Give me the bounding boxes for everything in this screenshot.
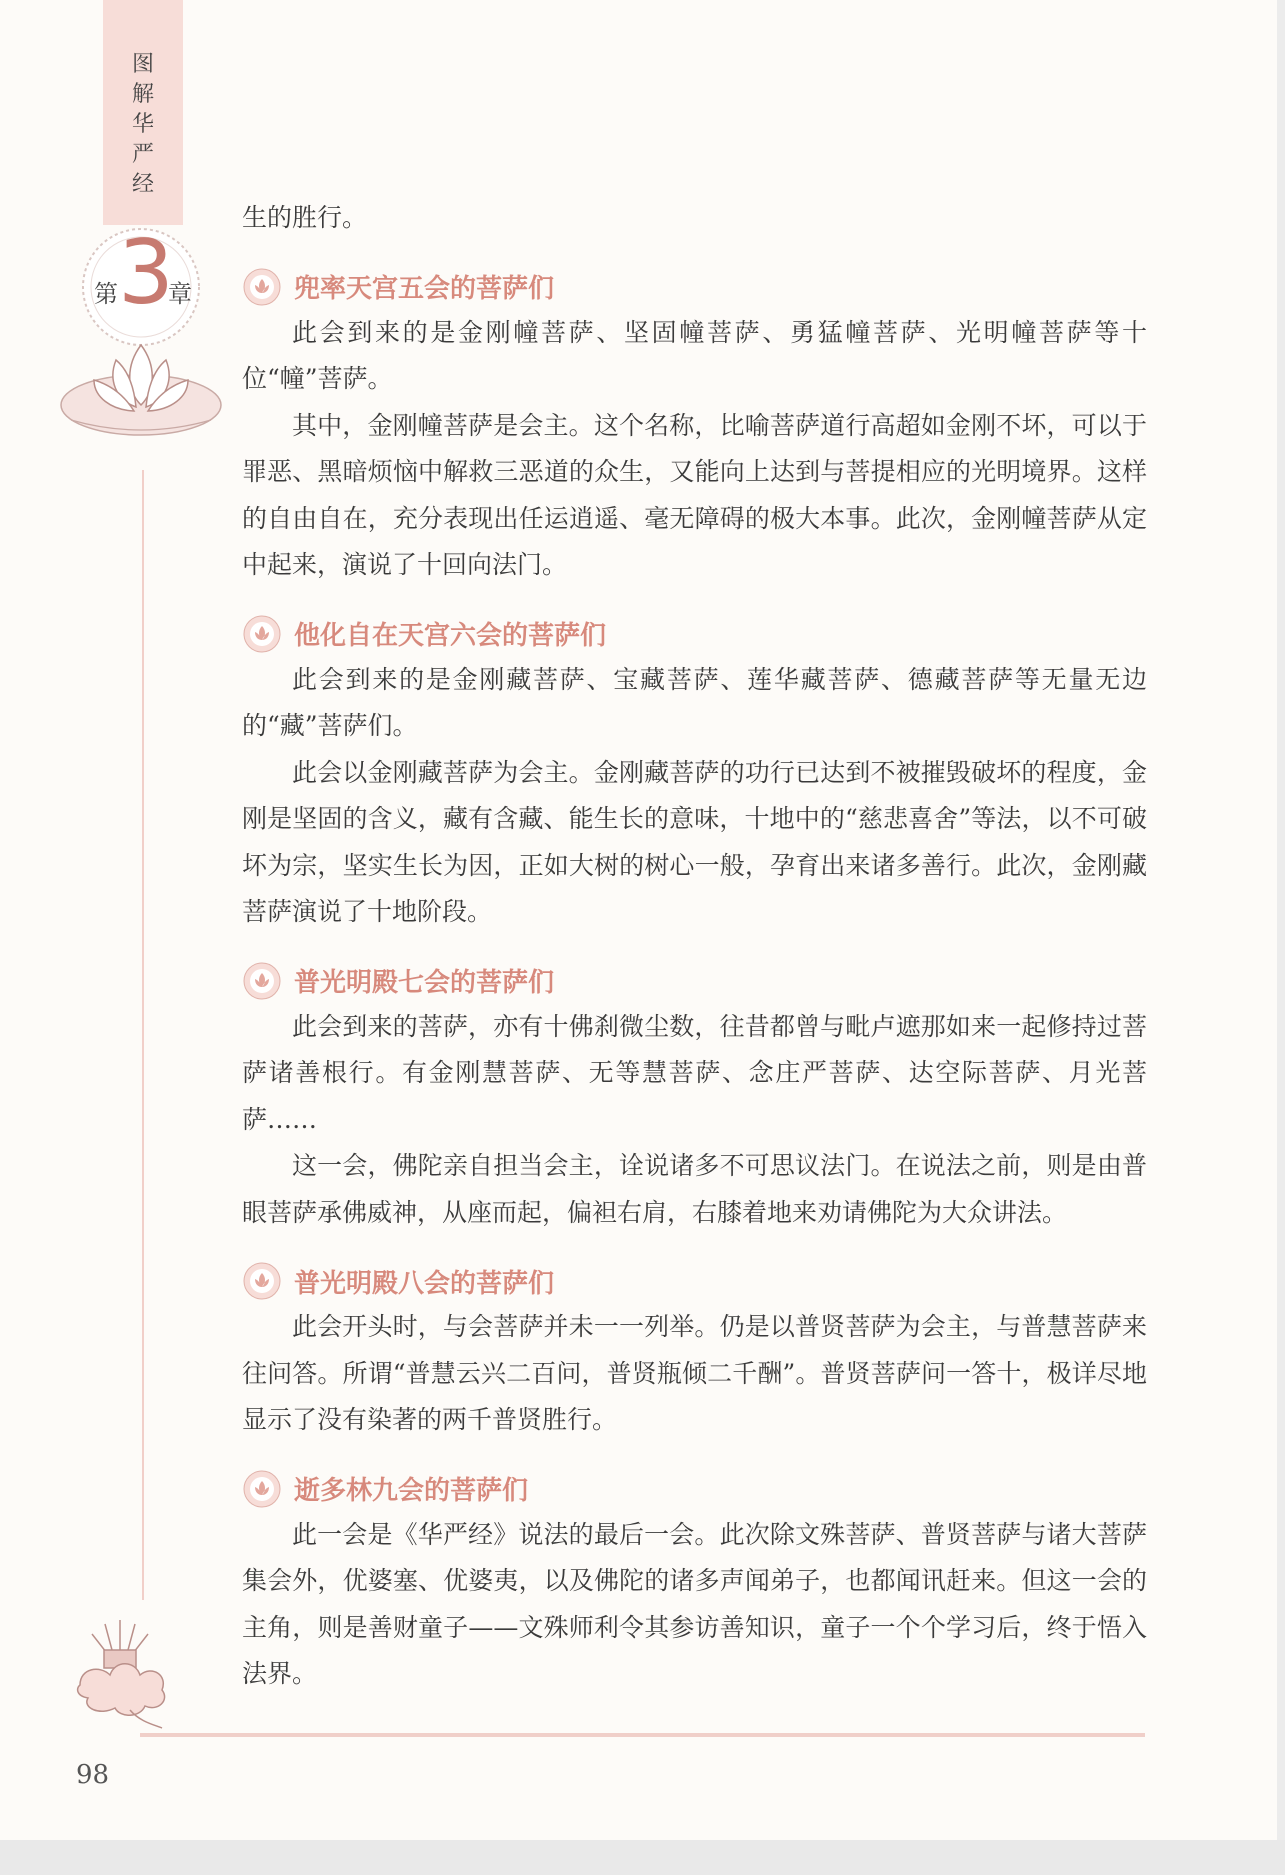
chapter-prefix: 第 <box>94 280 118 308</box>
book-title-char: 图 <box>131 52 154 77</box>
section <box>242 1258 1147 1444</box>
cloud-ornament-icon <box>70 1610 170 1735</box>
section-title: 他化自在天宫六会的菩萨们 <box>294 621 607 651</box>
chapter-suffix: 章 <box>168 280 192 308</box>
section <box>242 1466 1147 1698</box>
paragraph: 这一会，佛陀亲自担当会主，诠说诸多不可思议法门。在说法之前，则是由普眼菩萨承佛威神，从座而起，偏袒右肩，右膝着地来劝请佛陀为大众讲法。 <box>242 1151 1147 1227</box>
section-heading <box>242 1466 1147 1512</box>
footer-rule <box>140 1733 1145 1737</box>
page-bottom-edge <box>0 1840 1285 1875</box>
page-number: 98 <box>76 1760 110 1790</box>
paragraph: 此会到来的是金刚藏菩萨、宝藏菩萨、莲华藏菩萨、德藏菩萨等无量无边的“藏”菩萨们。 <box>242 664 1147 740</box>
book-title-char: 严 <box>131 142 154 167</box>
paragraph: 此会到来的菩萨，亦有十佛刹微尘数，往昔都曾与毗卢遮那如来一起修持过菩萨诸善根行。有金刚慧菩萨、无等慧菩萨、念庄严菩萨、达空际菩萨、月光菩萨…… <box>242 1011 1147 1134</box>
lotus-bullet-icon <box>242 1261 282 1301</box>
paragraph: 此会到来的是金刚幢菩萨、坚固幢菩萨、勇猛幢菩萨、光明幢菩萨等十位“幢”菩萨。 <box>242 317 1147 393</box>
section <box>242 958 1147 1237</box>
section <box>242 611 1147 936</box>
book-title-char: 经 <box>131 172 154 197</box>
book-title-char: 解 <box>131 82 154 107</box>
chapter-number: 3 <box>118 221 174 324</box>
intro-line: 生的胜行。 <box>242 203 368 232</box>
section-title: 逝多林九会的菩萨们 <box>294 1476 529 1506</box>
page-edge <box>1277 0 1285 1840</box>
section-title: 普光明殿七会的菩萨们 <box>294 968 555 998</box>
lotus-bullet-icon <box>242 614 282 654</box>
section-heading <box>242 958 1147 1004</box>
book-title <box>123 50 163 200</box>
lotus-bullet-icon <box>242 961 282 1001</box>
section <box>242 264 1147 589</box>
section-heading <box>242 264 1147 310</box>
section-heading <box>242 611 1147 657</box>
paragraph: 此一会是《华严经》说法的最后一会。此次除文殊菩萨、普贤菩萨与诸大菩萨集会外，优婆塞、优婆夷，以及佛陀的诸多声闻弟子，也都闻讯赶来。但这一会的主角，则是善财童子——文殊师利令其参访善知识，童子一个个学习后，终于悟入法界。 <box>242 1519 1147 1688</box>
paragraph: 其中，金刚幢菩萨是会主。这个名称，比喻菩萨道行高超如金刚不坏，可以于罪恶、黑暗烦恼中解救三恶道的众生，又能向上达到与菩提相应的光明境界。这样的自由自在，充分表现出任运逍遥、毫无障碍的极大本事。此次，金刚幢菩萨从定中起来，演说了十回向法门。 <box>242 410 1147 579</box>
paragraph: 此会以金刚藏菩萨为会主。金刚藏菩萨的功行已达到不被摧毁破坏的程度，金刚是坚固的含义，藏有含藏、能生长的意味，十地中的“慈悲喜舍”等法，以不可破坏为宗，坚实生长为因，正如大树的树心一般，孕育出来诸多善行。此次，金刚藏菩萨演说了十地阶段。 <box>242 757 1147 926</box>
main-content <box>242 195 1147 1698</box>
margin-line <box>142 470 144 1600</box>
chapter-badge <box>84 218 194 358</box>
section-title: 普光明殿八会的菩萨们 <box>294 1268 555 1299</box>
book-title-char: 华 <box>131 112 154 137</box>
lotus-bullet-icon <box>242 267 282 307</box>
section-heading <box>242 1258 1147 1304</box>
section-title: 兜率天宫五会的菩萨们 <box>294 274 555 304</box>
paragraph: 此会开头时，与会菩萨并未一一列举。仍是以普贤菩萨为会主，与普慧菩萨来往问答。所谓“普慧云兴二百问，普贤瓶倾二千酬”。普贤菩萨问一答十，极详尽地显示了没有染著的两千普贤胜行。 <box>242 1312 1147 1434</box>
lotus-bullet-icon <box>242 1469 282 1509</box>
